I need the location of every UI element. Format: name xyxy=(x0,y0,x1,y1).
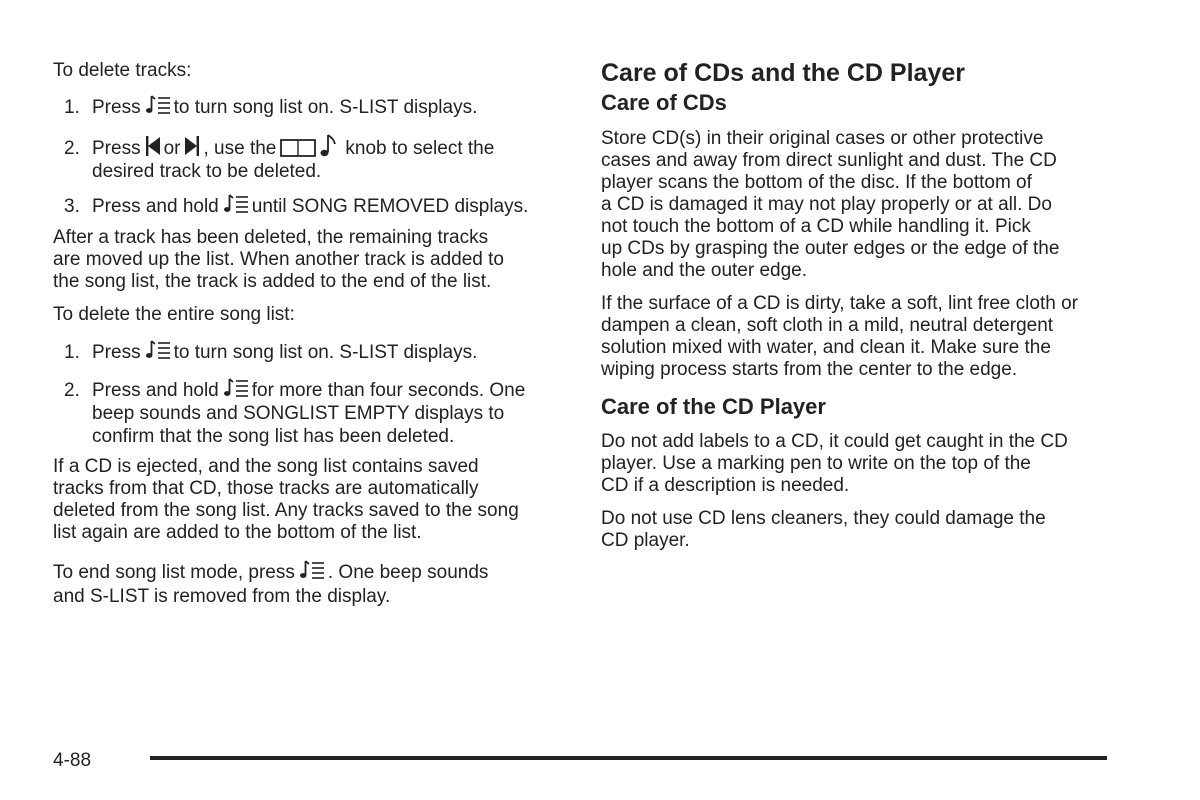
intro-delete-tracks: To delete tracks: xyxy=(53,60,192,81)
paragraph-ejected: If a CD is ejected, and the song list contains saved tracks from that CD, those tracks are automatically deleted from the song list. Any tracks saved to the song list again are added to the bottom of the list. xyxy=(53,456,519,543)
list-item: 2. Press and hold for more than four seconds. One beep sounds and SONGLIST EMPTY displays to confirm that the song list has been deleted. xyxy=(64,377,525,448)
paragraph-end-mode: To end song list mode, press . One beep sounds and S-LIST is removed from the display. xyxy=(53,559,488,609)
song-list-icon xyxy=(223,377,249,399)
paragraph-after-delete: After a track has been deleted, the remaining tracks are moved up the list. When another track is added to the song list, the track is added to the end of the list. xyxy=(53,227,504,292)
list-item: 1. Press to turn song list on. S-LIST displays. xyxy=(64,339,477,364)
seek-forward-icon xyxy=(184,135,200,157)
folder-music-knob-icon xyxy=(280,133,342,159)
footer-rule xyxy=(150,756,1107,760)
song-list-icon xyxy=(223,193,249,215)
paragraph-labels: Do not add labels to a CD, it could get caught in the CD player. Use a marking pen to write on the top of the CD if a description is needed. xyxy=(601,431,1068,496)
paragraph-dirty: If the surface of a CD is dirty, take a soft, lint free cloth or dampen a clean, soft cloth in a mild, neutral detergent solution mixed with water, and clean it. Make sure the wiping process starts from the center to the edge. xyxy=(601,293,1078,380)
list-item: 1. Press to turn song list on. S-LIST displays. xyxy=(64,94,477,119)
intro-delete-entire: To delete the entire song list: xyxy=(53,304,295,325)
page-number: 4-88 xyxy=(53,750,92,771)
section-heading-care-of-cds: Care of CDs xyxy=(601,90,727,115)
list-item: 3. Press and hold until SONG REMOVED displays. xyxy=(64,193,528,218)
song-list-icon xyxy=(145,94,171,116)
seek-back-icon xyxy=(145,135,161,157)
page-title: Care of CDs and the CD Player xyxy=(601,59,965,87)
song-list-icon xyxy=(299,559,325,581)
paragraph-store: Store CD(s) in their original cases or other protective cases and away from direct sunlight and dust. The CD player scans the bottom of the disc. If the bottom of a CD is damaged it may not play properly or at all. Do not touch the bottom of a CD while handling it. Pick up CDs by grasping the outer edges or the edge of the hole and the outer edge. xyxy=(601,128,1060,281)
list-item: 2. Press or , use the knob to select the desired track to be deleted. xyxy=(64,133,494,183)
section-heading-care-of-cd-player: Care of the CD Player xyxy=(601,394,826,419)
song-list-icon xyxy=(145,339,171,361)
paragraph-lens: Do not use CD lens cleaners, they could damage the CD player. xyxy=(601,508,1046,551)
